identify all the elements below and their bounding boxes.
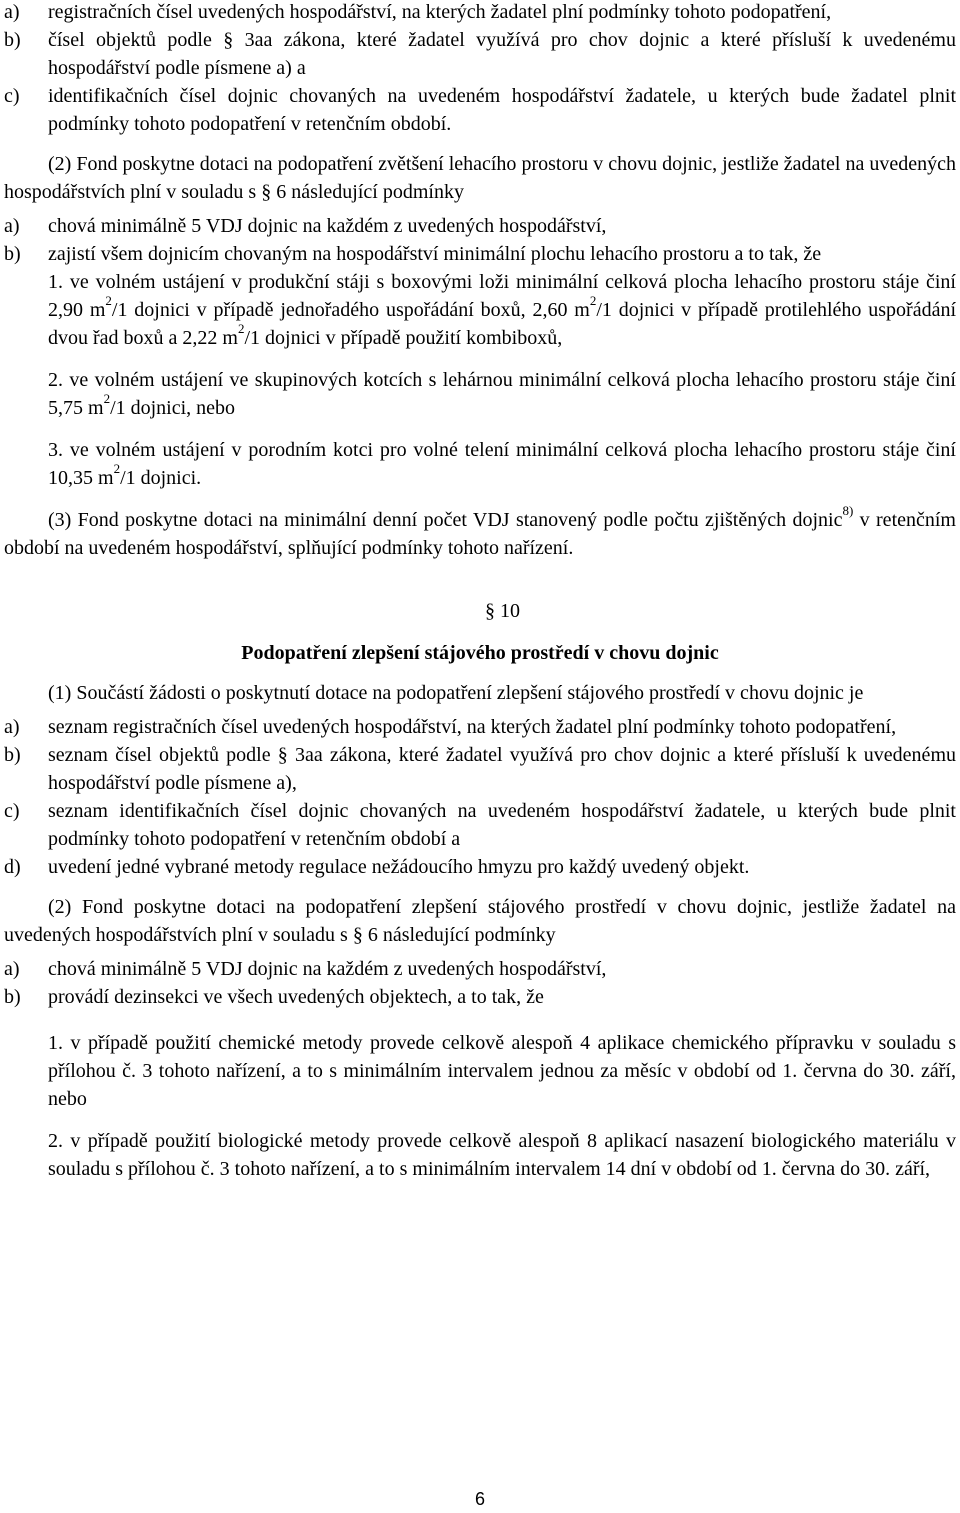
- paragraph-2: (2) Fond poskytne dotaci na podopatření zvětšení lehacího prostoru v chovu dojnic, jestliže žadatel na uvedených hospodářstvích plní v souladu s § 6 následující podmínky: [4, 153, 956, 203]
- list-item: [4, 741, 956, 797]
- sub-item-3: 3. ve volném ustájení v porodním kotci pro volné telení minimální celková plocha lehacího prostoru stáje činí 10,35 $m^2/1$ dojnici.: [48, 439, 956, 489]
- list-item-text: zajistí všem dojnicím chovaným na hospodářství minimální plochu lehacího prostoru a to tak, že: [48, 243, 822, 265]
- list-item: [4, 955, 956, 983]
- list-marker: a): [4, 1, 20, 23]
- list-item-text: registračních čísel uvedených hospodářství, na kterých žadatel plní podmínky tohoto podopatření,: [48, 1, 832, 23]
- list-marker: a): [4, 716, 20, 738]
- footnote-ref: 8): [842, 503, 854, 519]
- list-item: [4, 797, 956, 853]
- list-marker: b): [4, 243, 21, 265]
- section-paragraph-1: (1) Součástí žádosti o poskytnutí dotace na podopatření zlepšení stájového prostředí v chovu dojnic je: [48, 682, 864, 704]
- superscript: 2: [103, 391, 111, 407]
- superscript: 2: [105, 293, 112, 309]
- list-item-text: čísel objektů podle § 3aa zákona, které žadatel využívá pro chov dojnic a které přísluší k uvedenému hospodářství podle písmene a) a: [48, 29, 956, 79]
- list-marker: c): [4, 800, 20, 822]
- list-item-text: seznam identifikačních čísel dojnic chovaných na uvedeném hospodářství žadatele, u kterých bude plnit podmínky tohoto podopatření v retenčním období a: [48, 800, 956, 850]
- sub-item-1: 1. v případě použití chemické metody provede celkově alespoň 4 aplikace chemického přípravku v souladu s přílohou č. 3 tohoto nařízení, a to s minimálním intervalem jednou za měsíc v období od 1. června do 30. září, nebo: [48, 1032, 956, 1110]
- list-item-text: uvedení jedné vybrané metody regulace nežádoucího hmyzu pro každý uvedený objekt.: [48, 856, 750, 878]
- list-item: [4, 82, 956, 138]
- list-item: [4, 853, 956, 881]
- list-marker: d): [4, 856, 21, 878]
- list-item-text: provádí dezinsekci ve všech uvedených objektech, a to tak, že: [48, 986, 544, 1008]
- sub-item-2: 2. v případě použití biologické metody provede celkově alespoň 8 aplikací nasazení biologického materiálu v souladu s přílohou č. 3 tohoto nařízení, a to s minimálním intervalem 14 dní v období od 1. června do 30. září,: [48, 1130, 956, 1180]
- superscript: 2: [113, 461, 121, 477]
- list-marker: b): [4, 986, 21, 1008]
- list-marker: b): [4, 29, 21, 51]
- list-item: [4, 212, 956, 240]
- list-item-text: identifikačních čísel dojnic chovaných na uvedeném hospodářství žadatele, u kterých bude žadatel plnit podmínky tohoto podopatření v retenčním období.: [48, 85, 956, 135]
- page-number: 6: [474, 1489, 485, 1509]
- sub-item-1: 1. ve volném ustájení v produkční stáji s boxovými loži minimální celková plocha lehacího prostoru stáje činí 2,90 $m^2/1$ dojnici v případě jednořadého uspořádání boxů, 2,60 $m^2/1$ dojnici v případě protilehlého uspořádání dvou řad boxů a 2,22 $m^2/1$ dojnici v případě použití kombiboxů,: [48, 271, 957, 349]
- list-item: [4, 0, 956, 26]
- list-item-text: chová minimálně 5 VDJ dojnic na každém z uvedených hospodářství,: [48, 958, 607, 980]
- list-item-text: seznam registračních čísel uvedených hospodářství, na kterých žadatel plní podmínky tohoto podopatření,: [48, 716, 897, 738]
- list-marker: b): [4, 744, 21, 766]
- list-item-text: chová minimálně 5 VDJ dojnic na každém z uvedených hospodářství,: [48, 215, 607, 237]
- paragraph-3: (3) Fond poskytne dotaci na minimální denní počet VDJ stanovený podle počtu zjištěných dojnic$^{8)}$ v retenčním období na uvedeném hospodářství, splňující podmínky tohoto nařízení.: [4, 503, 956, 559]
- superscript: 2: [237, 321, 245, 337]
- document-body: [4, 0, 956, 1183]
- list-item: [4, 240, 956, 268]
- list-item-text: seznam čísel objektů podle § 3aa zákona, které žadatel využívá pro chov dojnic a které přísluší k uvedenému hospodářství podle písmene a),: [48, 744, 956, 794]
- superscript: 2: [589, 293, 597, 309]
- section-paragraph-2: (2) Fond poskytne dotaci na podopatření zlepšení stájového prostředí v chovu dojnic, jestliže žadatel na uvedených hospodářstvích plní v souladu s § 6 následující podmínky: [4, 896, 956, 946]
- section-number: § 10: [485, 600, 520, 622]
- list-item: [4, 983, 956, 1011]
- list-marker: a): [4, 958, 20, 980]
- list-marker: a): [4, 215, 20, 237]
- sub-item-2: 2. ve volném ustájení ve skupinových kotcích s lehárnou minimální celková plocha lehacího prostoru stáje činí 5,75 $m^2/1$ dojnici, nebo: [48, 369, 956, 419]
- section-title: Podopatření zlepšení stájového prostředí v chovu dojnic: [241, 642, 719, 664]
- list-marker: c): [4, 85, 20, 107]
- list-item: [4, 713, 956, 741]
- list-item: [4, 26, 956, 82]
